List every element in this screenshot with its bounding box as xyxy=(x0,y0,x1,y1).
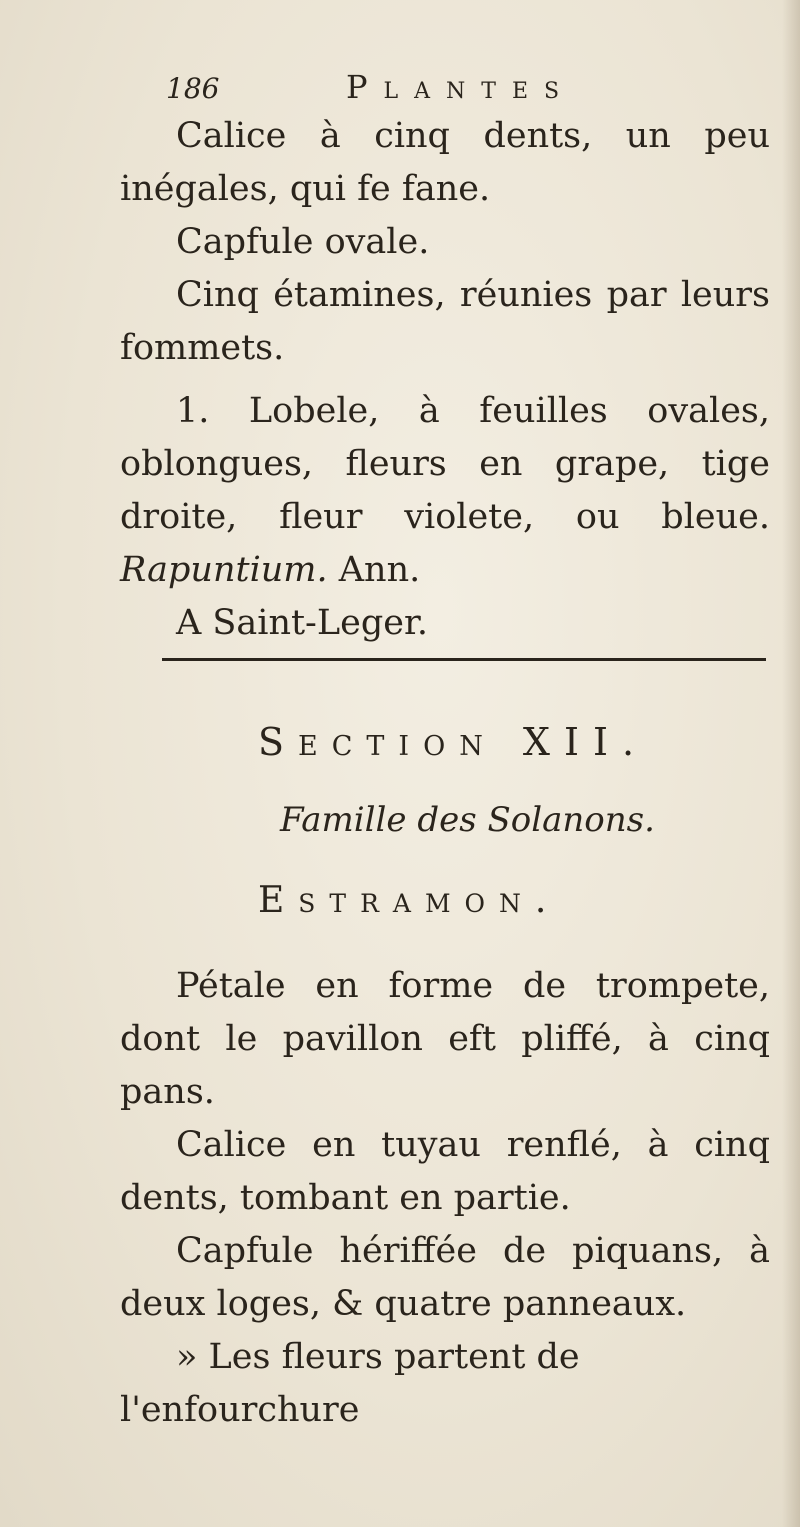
lower-text-block xyxy=(120,960,770,1437)
family-title: Famille des Solanons. xyxy=(280,800,655,840)
paragraph-calice-tuyau: Calice en tuyau renflé, à cinq dents, tombant en partie. xyxy=(120,1125,770,1218)
locality: A Saint-Leger. xyxy=(176,603,428,643)
paragraph-calice: Calice à cinq dents, un peu inégales, qui fe fane. xyxy=(120,116,770,209)
section-title: Section XII. xyxy=(258,720,649,764)
paragraph-capsule-herissee: Capfule hériffée de piquans, à deux loges, & quatre panneaux. xyxy=(120,1231,770,1324)
running-head: Plantes xyxy=(346,68,576,106)
paragraph-petale: Pétale en forme de trompete, dont le pavillon eft pliffé, à cinq pans. xyxy=(120,966,770,1112)
species-description: 1. Lobele, à feuilles ovales, oblongues, fleurs en grape, tige droite, fleur violete, ou bleue. xyxy=(120,391,770,537)
section-rule xyxy=(162,658,766,661)
page-edge-shadow xyxy=(782,0,800,1527)
upper-text-block xyxy=(120,110,770,650)
species-latin-tail: Ann. xyxy=(338,550,421,590)
species-latin-name: Rapuntium. xyxy=(120,550,328,590)
paragraph-capsule: Capfule ovale. xyxy=(176,222,430,262)
page-number: 186 xyxy=(166,72,220,105)
paragraph-etamines: Cinq étamines, réunies par leurs fommets. xyxy=(120,275,770,368)
species-entry xyxy=(120,385,770,597)
paragraph-fleurs: » Les fleurs partent de l'enfourchure xyxy=(120,1337,580,1430)
genus-title: Estramon. xyxy=(258,880,561,921)
